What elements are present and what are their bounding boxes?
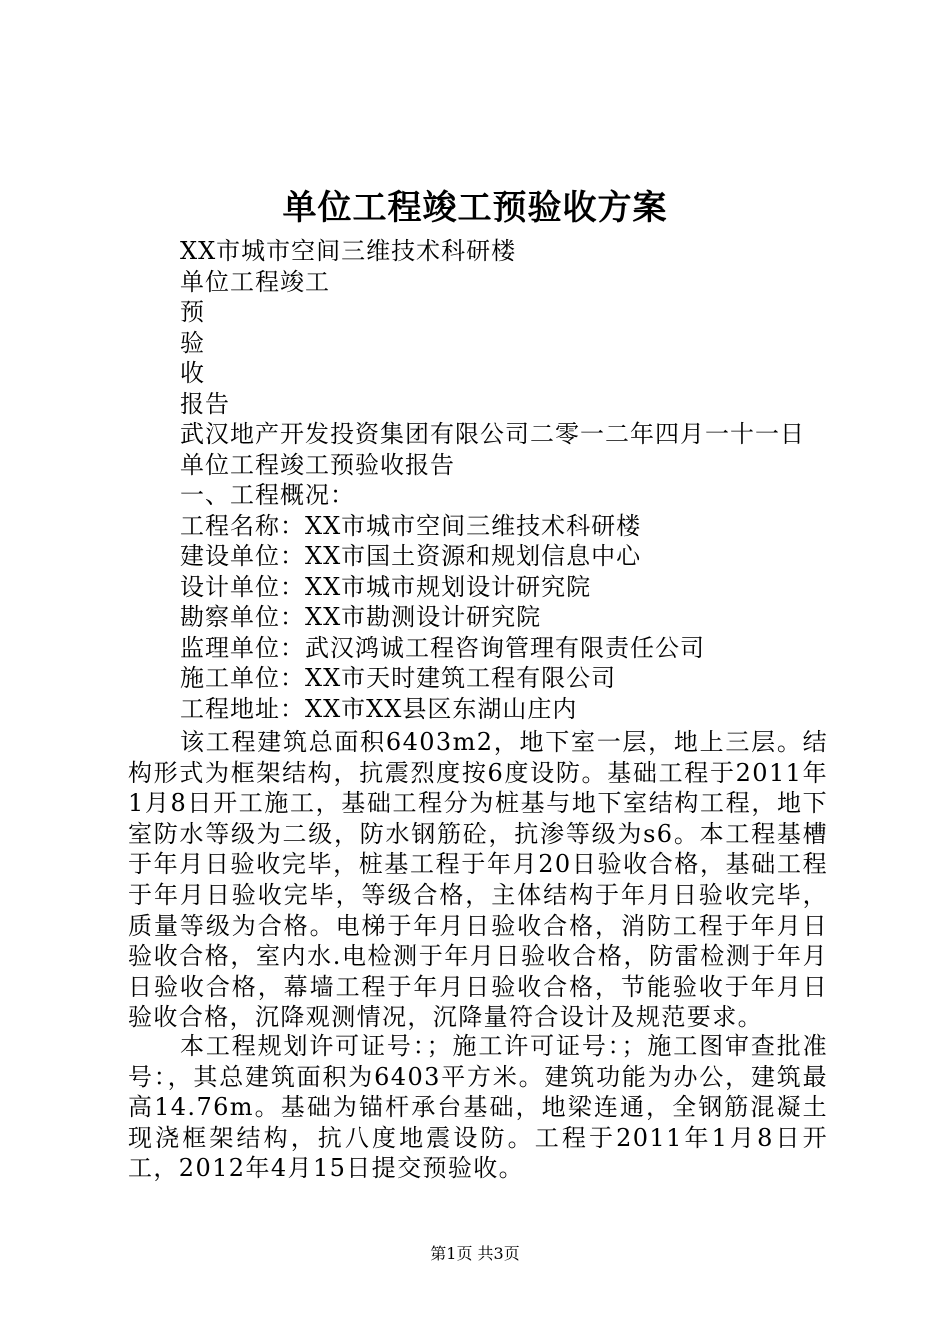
- info-line-project-name: 工程名称：XX市城市空间三维技术科研楼: [180, 511, 642, 540]
- permit-paragraph: 本工程规划许可证号：；施工许可证号：；施工图审查批准号：，其总建筑面积为6403平方米。建筑功能为办公，建筑最高14.76m。基础为锚杆承台基础，地梁连通，全钢筋混凝土现浇框架结构，抗八度地震设防。工程于2011年1月8日开工，2012年4月15日提交预验收。: [128, 1032, 828, 1183]
- issuer-date-line: 武汉地产开发投资集团有限公司二零一二年四月一十一日: [180, 420, 805, 448]
- subtitle-char-line: 收: [180, 359, 205, 387]
- subtitle-char-line: 报告: [180, 389, 230, 418]
- project-name-line: XX市城市空间三维技术科研楼: [180, 237, 517, 265]
- info-line-address: 工程地址：XX市XX县区东湖山庄内: [180, 694, 578, 723]
- info-line-designer: 设计单位：XX市城市规划设计研究院: [180, 572, 592, 601]
- info-line-supervisor: 监理单位：武汉鸿诚工程咨询管理有限责任公司: [180, 633, 705, 662]
- page-number: 第1页 共3页: [430, 1244, 520, 1263]
- section-heading: 一、工程概况：: [180, 481, 355, 509]
- header-lines: [180, 236, 805, 724]
- document-title: 单位工程竣工预验收方案: [282, 188, 668, 228]
- info-line-survey: 勘察单位：XX市勘测设计研究院: [180, 603, 542, 631]
- subtitle-char-line: 验: [180, 328, 205, 357]
- subtitle-line: 单位工程竣工: [180, 267, 330, 296]
- subtitle-char-line: 预: [180, 298, 205, 326]
- report-title-line: 单位工程竣工预验收报告: [180, 450, 455, 479]
- overview-paragraph: 该工程建筑总面积6403m2，地下室一层，地上三层。结构形式为框架结构，抗震烈度按6度设防。基础工程于2011年1月8日开工施工，基础工程分为桩基与地下室结构工程，地下室防水等级为二级，防水钢筋砼，抗渗等级为s6。本工程基槽于年月日验收完毕，桩基工程于年月20日验收合格，基础工程于年月日验收完毕，等级合格，主体结构于年月日验收完毕，质量等级为合格。电梯于年月日验收合格，消防工程于年月日验收合格，室内水.电检测于年月日验收合格，防雷检测于年月日验收合格，幕墙工程于年月日验收合格，节能验收于年月日验收合格，沉降观测情况，沉降量符合设计及规范要求。: [128, 728, 828, 1032]
- info-line-owner: 建设单位：XX市国土资源和规划信息中心: [180, 542, 642, 570]
- info-line-contractor: 施工单位：XX市天时建筑工程有限公司: [180, 664, 617, 692]
